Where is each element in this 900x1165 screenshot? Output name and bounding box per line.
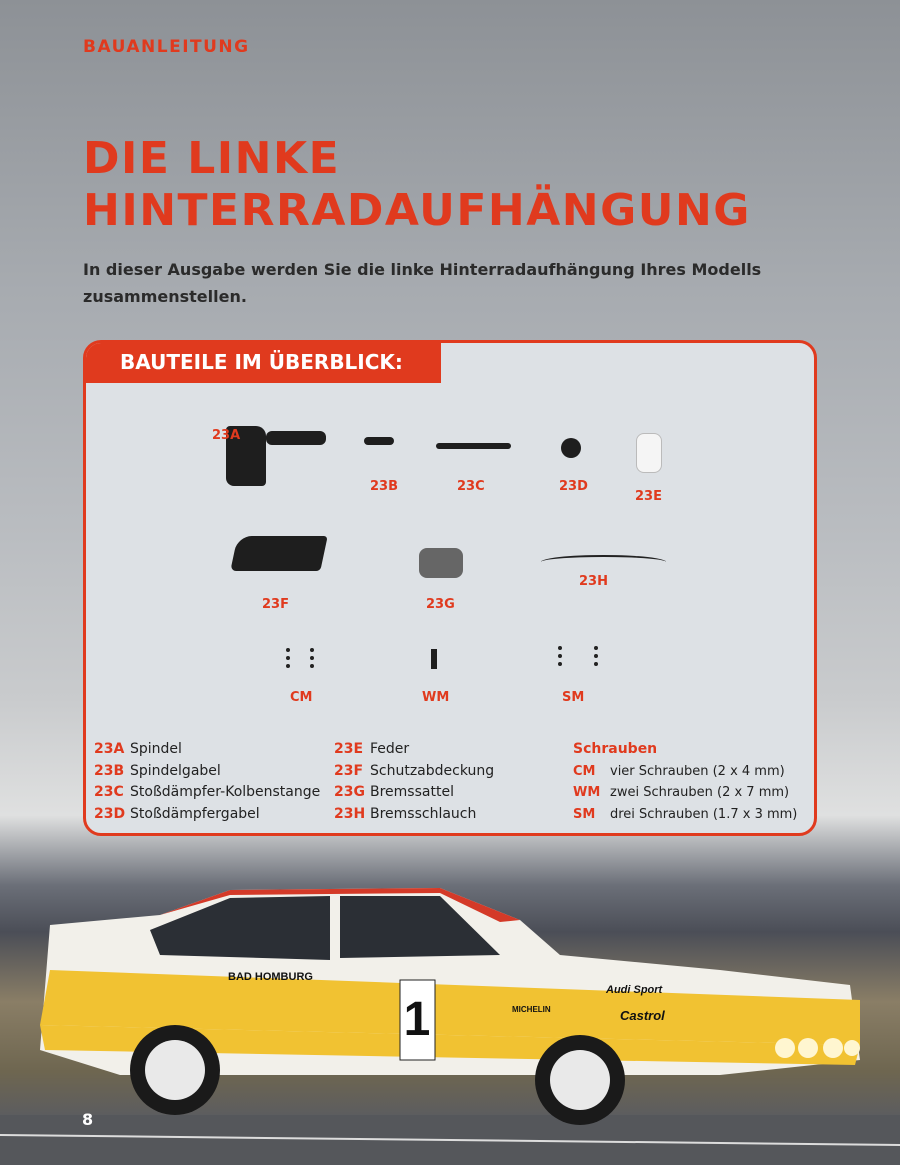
legend-code: 23G [334, 784, 365, 800]
car-number: 1 [403, 993, 431, 1046]
legend-code: 23D [94, 805, 126, 822]
legend-name: drei Schrauben (1.7 x 3 mm) [610, 806, 798, 822]
legend-code: 23B [94, 762, 125, 779]
part-label: 23D [559, 479, 588, 494]
sponsor-text: Castrol [620, 1008, 665, 1023]
legend-name: Bremsschlauch [370, 805, 477, 822]
legend-item [334, 761, 494, 783]
legend-name: Stoßdämpfergabel [130, 805, 260, 822]
part-23c-image [436, 443, 511, 449]
legend-name: vier Schrauben (2 x 4 mm) [610, 763, 785, 779]
legend-column-2 [334, 739, 494, 825]
screws-title: Schrauben [573, 741, 658, 757]
legend-code: 23H [334, 805, 366, 822]
title-line: DIE LINKE [83, 133, 341, 184]
section-kicker: BAUANLEITUNG [83, 37, 250, 57]
legend-screws [573, 739, 797, 825]
part-label: WM [422, 690, 450, 705]
legend-item [334, 782, 494, 804]
parts-overview-panel [83, 340, 817, 836]
part-label: SM [562, 690, 585, 705]
legend-item [334, 804, 494, 826]
rally-car-photo [0, 860, 900, 1165]
legend-code: SM [573, 806, 596, 822]
page-title [83, 133, 751, 237]
intro-line: zusammenstellen. [83, 287, 247, 306]
part-label: 23H [579, 574, 608, 589]
legend-item [573, 761, 797, 783]
intro-text [83, 256, 783, 310]
part-23a-image [266, 431, 326, 445]
legend-item [94, 761, 320, 783]
page-number: 8 [82, 1110, 94, 1129]
legend-code: 23F [334, 762, 364, 779]
part-23b-image [364, 437, 394, 445]
legend-code: WM [573, 785, 601, 800]
title-line: HINTERRADAUFHÄNGUNG [83, 185, 751, 236]
screw-cm-image [286, 648, 314, 668]
part-label: 23C [457, 479, 485, 494]
legend-code: 23E [334, 741, 364, 757]
legend-name: Bremssattel [370, 784, 454, 800]
part-label: CM [290, 690, 313, 705]
legend-item [94, 739, 320, 761]
legend-name: Schutzabdeckung [370, 762, 495, 779]
legend-column-1 [94, 739, 320, 825]
part-23e-image [636, 433, 662, 473]
panel-title: BAUTEILE IM ÜBERBLICK: [86, 343, 441, 383]
part-label: 23F [262, 597, 289, 612]
legend-code: 23A [94, 741, 125, 757]
part-label: 23G [426, 597, 455, 612]
screw-sm-image [558, 646, 598, 666]
part-label: 23A [212, 428, 241, 443]
legend-name: Feder [370, 741, 410, 757]
part-23f-image [230, 536, 327, 571]
legend-name: zwei Schrauben (2 x 7 mm) [610, 785, 790, 800]
legend-item [94, 804, 320, 826]
part-label: 23E [635, 489, 662, 504]
legend-item [573, 782, 797, 804]
sponsor-text: MICHELIN [512, 1005, 551, 1014]
part-23h-image [541, 555, 666, 569]
legend-item [334, 739, 494, 761]
legend-name: Spindelgabel [130, 762, 221, 779]
legend-code: CM [573, 763, 596, 779]
legend-name: Stoßdämpfer-Kolbenstange [130, 784, 321, 800]
legend-name: Spindel [130, 741, 182, 757]
legend-item [94, 782, 320, 804]
screw-wm-image [431, 649, 437, 669]
part-23d-image [561, 438, 581, 458]
sponsor-text: BAD HOMBURG [228, 971, 313, 983]
part-label: 23B [370, 479, 398, 494]
sponsor-text: Audi Sport [606, 984, 663, 996]
legend-code: 23C [94, 784, 124, 800]
legend-item [573, 804, 797, 826]
intro-line: In dieser Ausgabe werden Sie die linke Hinterradaufhängung Ihres Modells [83, 260, 762, 279]
part-23g-image [419, 548, 463, 578]
